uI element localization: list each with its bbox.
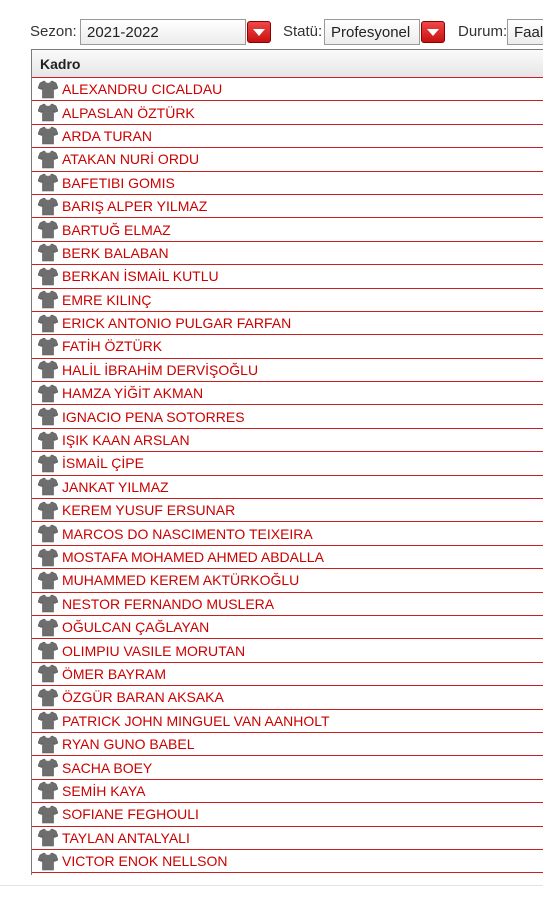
jersey-icon	[38, 337, 58, 356]
player-row[interactable]	[32, 195, 543, 218]
player-name-link[interactable]: MARCOS DO NASCIMENTO TEIXEIRA	[62, 525, 313, 542]
player-name-link[interactable]: IŞIK KAAN ARSLAN	[62, 432, 190, 449]
season-label: Sezon:	[30, 23, 77, 40]
jersey-icon	[38, 454, 58, 473]
player-row[interactable]	[32, 663, 543, 686]
jersey-icon	[38, 197, 58, 216]
jersey-icon	[38, 501, 58, 520]
player-name-link[interactable]: NESTOR FERNANDO MUSLERA	[62, 595, 275, 612]
jersey-icon	[38, 173, 58, 192]
jersey-icon	[38, 290, 58, 309]
player-row[interactable]	[32, 850, 543, 873]
jersey-icon	[38, 243, 58, 262]
jersey-icon	[38, 571, 58, 590]
roster-rows	[32, 78, 543, 873]
jersey-icon	[38, 80, 58, 99]
player-row[interactable]	[32, 522, 543, 545]
player-row[interactable]	[32, 242, 543, 265]
player-row[interactable]	[32, 756, 543, 779]
player-name-link[interactable]: SACHA BOEY	[62, 759, 153, 776]
player-name-link[interactable]: JANKAT YILMAZ	[62, 478, 169, 495]
player-name-link[interactable]: ÖMER BAYRAM	[62, 665, 166, 682]
jersey-icon	[38, 126, 58, 145]
player-row[interactable]	[32, 476, 543, 499]
player-row[interactable]	[32, 382, 543, 405]
player-name-link[interactable]: MUHAMMED KEREM AKTÜRKOĞLU	[62, 572, 300, 589]
status-label: Statü:	[283, 23, 323, 40]
jersey-icon	[38, 360, 58, 379]
jersey-icon	[38, 664, 58, 683]
jersey-icon	[38, 477, 58, 496]
player-name-link[interactable]: SOFIANE FEGHOULI	[62, 806, 199, 823]
player-name-link[interactable]: SEMİH KAYA	[62, 782, 146, 799]
divider	[0, 885, 543, 886]
player-name-link[interactable]: IGNACIO PENA SOTORRES	[62, 408, 245, 425]
jersey-icon	[38, 150, 58, 169]
status-dropdown-button[interactable]	[421, 21, 445, 43]
player-row[interactable]	[32, 499, 543, 522]
player-row[interactable]	[32, 335, 543, 358]
jersey-icon	[38, 618, 58, 637]
player-row[interactable]	[32, 172, 543, 195]
player-row[interactable]	[32, 803, 543, 826]
jersey-icon	[38, 735, 58, 754]
jersey-icon	[38, 431, 58, 450]
player-name-link[interactable]: ALPASLAN ÖZTÜRK	[62, 104, 195, 121]
chevron-down-icon	[426, 28, 440, 37]
jersey-icon	[38, 805, 58, 824]
player-row[interactable]	[32, 780, 543, 803]
player-name-link[interactable]: BERKAN İSMAİL KUTLU	[62, 268, 219, 285]
jersey-icon	[38, 758, 58, 777]
player-row[interactable]	[32, 78, 543, 101]
roster-table	[31, 49, 543, 875]
player-row[interactable]	[32, 827, 543, 850]
jersey-icon	[38, 220, 58, 239]
jersey-icon	[38, 524, 58, 543]
state-label: Durum:	[458, 23, 508, 40]
player-row[interactable]	[32, 733, 543, 756]
jersey-icon	[38, 641, 58, 660]
player-row[interactable]	[32, 125, 543, 148]
jersey-icon	[38, 852, 58, 871]
player-row[interactable]	[32, 101, 543, 124]
player-row[interactable]	[32, 289, 543, 312]
state-select[interactable]: Faal	[507, 19, 543, 45]
jersey-icon	[38, 267, 58, 286]
player-name-link[interactable]: TAYLAN ANTALYALI	[62, 829, 190, 846]
roster-header: Kadro	[32, 50, 543, 78]
player-row[interactable]	[32, 429, 543, 452]
status-select[interactable]: Profesyonel	[324, 19, 420, 45]
player-name-link[interactable]: ARDA TURAN	[62, 127, 152, 144]
player-row[interactable]	[32, 593, 543, 616]
player-name-link[interactable]: ERICK ANTONIO PULGAR FARFAN	[62, 315, 292, 332]
chevron-down-icon	[252, 28, 266, 37]
player-name-link[interactable]: EMRE KILINÇ	[62, 291, 152, 308]
season-select[interactable]: 2021-2022	[80, 19, 246, 45]
jersey-icon	[38, 828, 58, 847]
player-name-link[interactable]: OĞULCAN ÇAĞLAYAN	[62, 619, 210, 636]
player-row[interactable]	[32, 218, 543, 241]
player-row[interactable]	[32, 452, 543, 475]
player-name-link[interactable]: OLIMPIU VASILE MORUTAN	[62, 642, 246, 659]
jersey-icon	[38, 407, 58, 426]
jersey-icon	[38, 314, 58, 333]
filter-bar	[0, 18, 543, 46]
player-row[interactable]	[32, 148, 543, 171]
player-name-link[interactable]: BARTUĞ ELMAZ	[62, 221, 171, 238]
player-row[interactable]	[32, 359, 543, 382]
player-name-link[interactable]: HALİL İBRAHİM DERVİŞOĞLU	[62, 361, 259, 378]
player-row[interactable]	[32, 312, 543, 335]
player-row[interactable]	[32, 639, 543, 662]
jersey-icon	[38, 103, 58, 122]
player-name-link[interactable]: ALEXANDRU CICALDAU	[62, 81, 223, 98]
season-dropdown-button[interactable]	[247, 21, 271, 43]
player-name-link[interactable]: İSMAİL ÇİPE	[62, 455, 144, 472]
jersey-icon	[38, 688, 58, 707]
player-name-link[interactable]: PATRICK JOHN MINGUEL VAN AANHOLT	[62, 712, 330, 729]
player-name-link[interactable]: RYAN GUNO BABEL	[62, 736, 195, 753]
player-name-link[interactable]: HAMZA YİĞİT AKMAN	[62, 385, 204, 402]
player-row[interactable]	[32, 710, 543, 733]
player-name-link[interactable]: BARIŞ ALPER YILMAZ	[62, 198, 208, 215]
jersey-icon	[38, 384, 58, 403]
player-name-link[interactable]: VICTOR ENOK NELLSON	[62, 853, 228, 870]
player-row[interactable]	[32, 569, 543, 592]
player-row[interactable]	[32, 405, 543, 428]
jersey-icon	[38, 781, 58, 800]
player-name-link[interactable]: FATİH ÖZTÜRK	[62, 338, 163, 355]
jersey-icon	[38, 548, 58, 567]
jersey-icon	[38, 711, 58, 730]
player-row[interactable]	[32, 686, 543, 709]
player-name-link[interactable]: MOSTAFA MOHAMED AHMED ABDALLA	[62, 549, 324, 565]
player-row[interactable]	[32, 546, 543, 569]
player-name-link[interactable]: KEREM YUSUF ERSUNAR	[62, 502, 236, 519]
player-name-link[interactable]: BAFETIBI GOMIS	[62, 174, 175, 191]
player-name-link[interactable]: ÖZGÜR BARAN AKSAKA	[62, 689, 224, 706]
player-row[interactable]	[32, 265, 543, 288]
player-name-link[interactable]: ATAKAN NURİ ORDU	[62, 151, 200, 168]
jersey-icon	[38, 594, 58, 613]
player-row[interactable]	[32, 616, 543, 639]
player-name-link[interactable]: BERK BALABAN	[62, 244, 169, 261]
